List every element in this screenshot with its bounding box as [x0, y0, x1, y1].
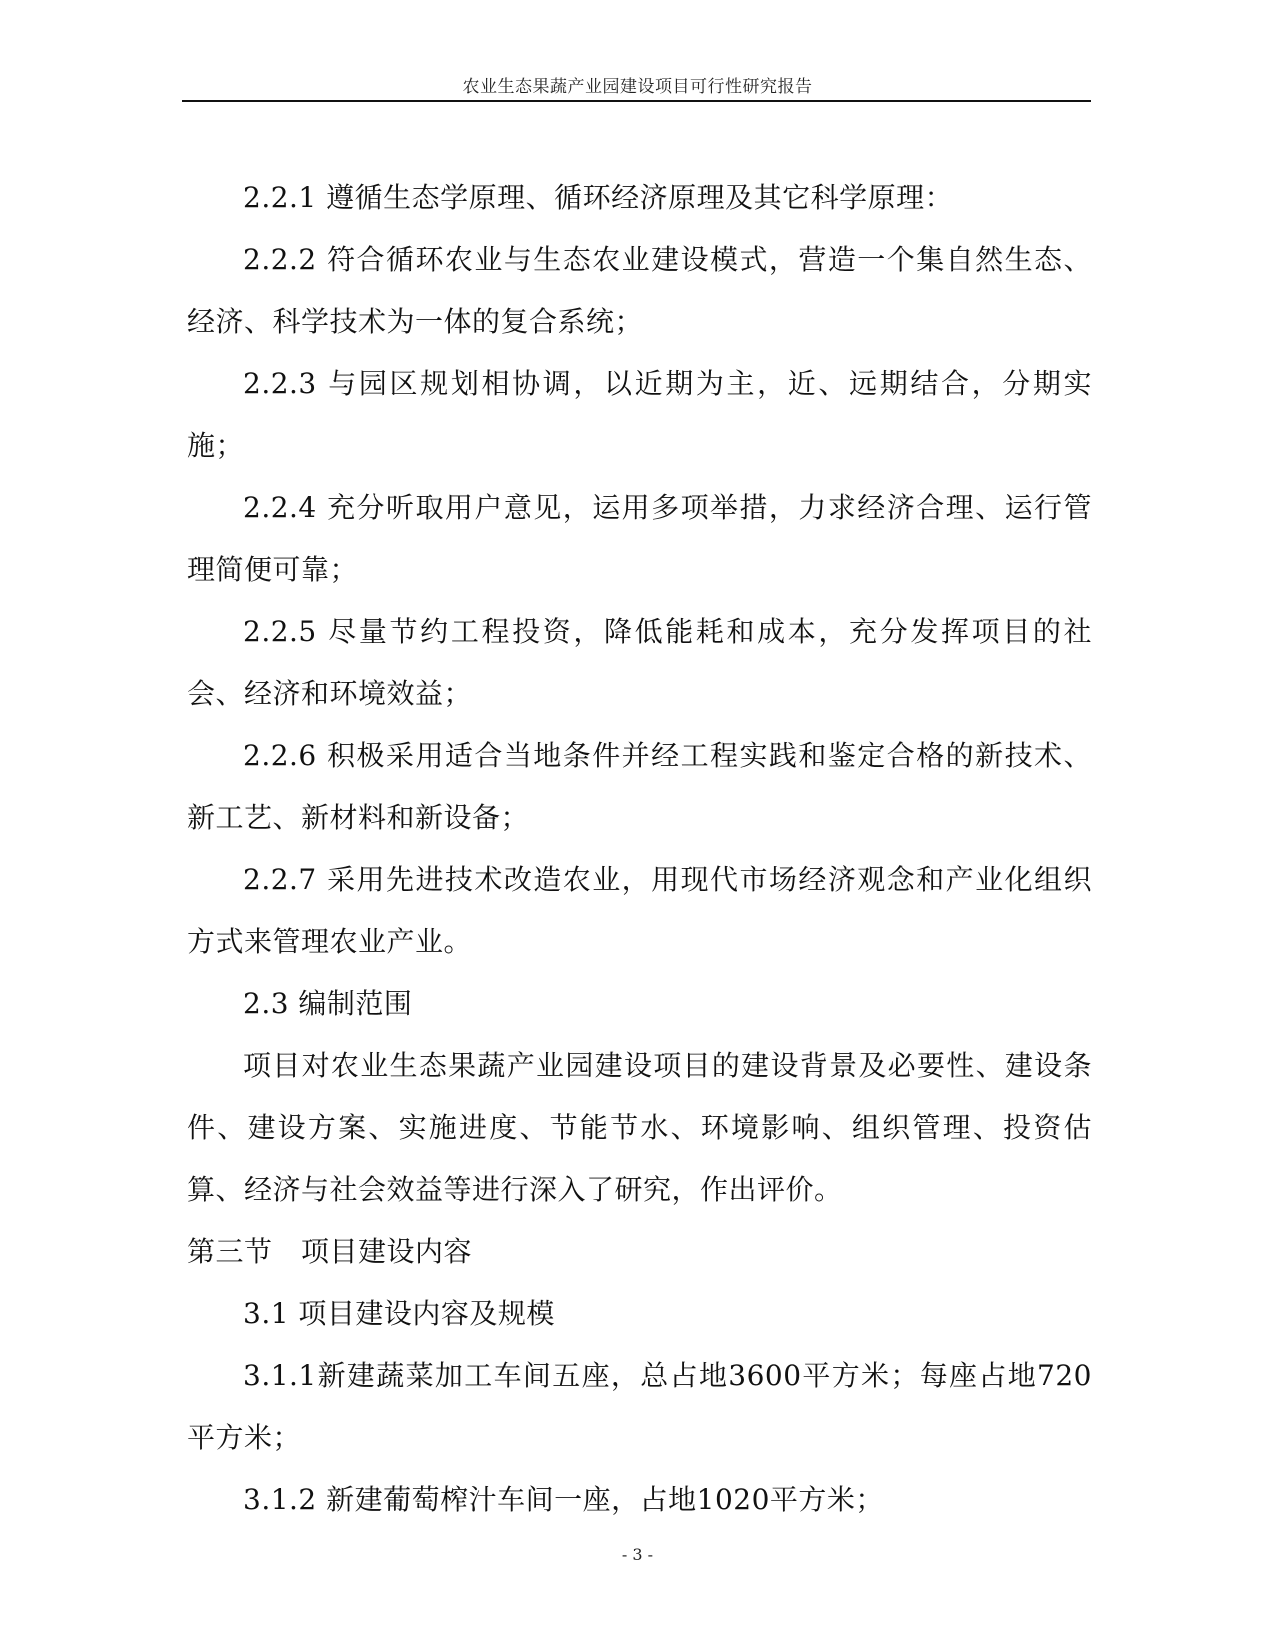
paragraph-3-1-2: 3.1.2 新建葡萄榨汁车间一座，占地1020平方米；	[243, 1483, 884, 1516]
page-number: - 3 -	[621, 1545, 654, 1564]
paragraph-scope: 项目对农业生态果蔬产业园建设项目的建设背景及必要性、建设条件、建设方案、实施进度、节能节水、环境影响、组织管理、投资估算、经济与社会效益等进行深入了研究，作出评价。	[187, 1049, 1092, 1206]
paragraph-2-2-7: 2.2.7 采用先进技术改造农业，用现代市场经济观念和产业化组织方式来管理农业产业。	[187, 863, 1092, 958]
document-body	[187, 167, 1092, 1531]
paragraph-3-1-1: 3.1.1新建蔬菜加工车间五座，总占地3600平方米；每座占地720平方米；	[187, 1359, 1092, 1454]
paragraph-2-2-1: 2.2.1 遵循生态学原理、循环经济原理及其它科学原理：	[243, 181, 954, 214]
header-divider	[182, 100, 1091, 102]
section-heading-3-1: 3.1 项目建设内容及规模	[243, 1297, 555, 1330]
paragraph-2-2-3: 2.2.3 与园区规划相协调，以近期为主，近、远期结合，分期实施；	[187, 367, 1092, 462]
running-header: 农业生态果蔬产业园建设项目可行性研究报告	[462, 77, 813, 97]
paragraph-2-2-6: 2.2.6 积极采用适合当地条件并经工程实践和鉴定合格的新技术、新工艺、新材料和新设备；	[187, 739, 1092, 834]
paragraph-2-2-5: 2.2.5 尽量节约工程投资，降低能耗和成本，充分发挥项目的社会、经济和环境效益；	[187, 615, 1092, 710]
section-heading-3: 第三节 项目建设内容	[187, 1235, 473, 1268]
paragraph-2-2-4: 2.2.4 充分听取用户意见，运用多项举措，力求经济合理、运行管理简便可靠；	[187, 491, 1092, 586]
paragraph-2-2-2: 2.2.2 符合循环农业与生态农业建设模式，营造一个集自然生态、经济、科学技术为一体的复合系统；	[187, 243, 1092, 338]
section-heading-2-3: 2.3 编制范围	[243, 987, 413, 1020]
